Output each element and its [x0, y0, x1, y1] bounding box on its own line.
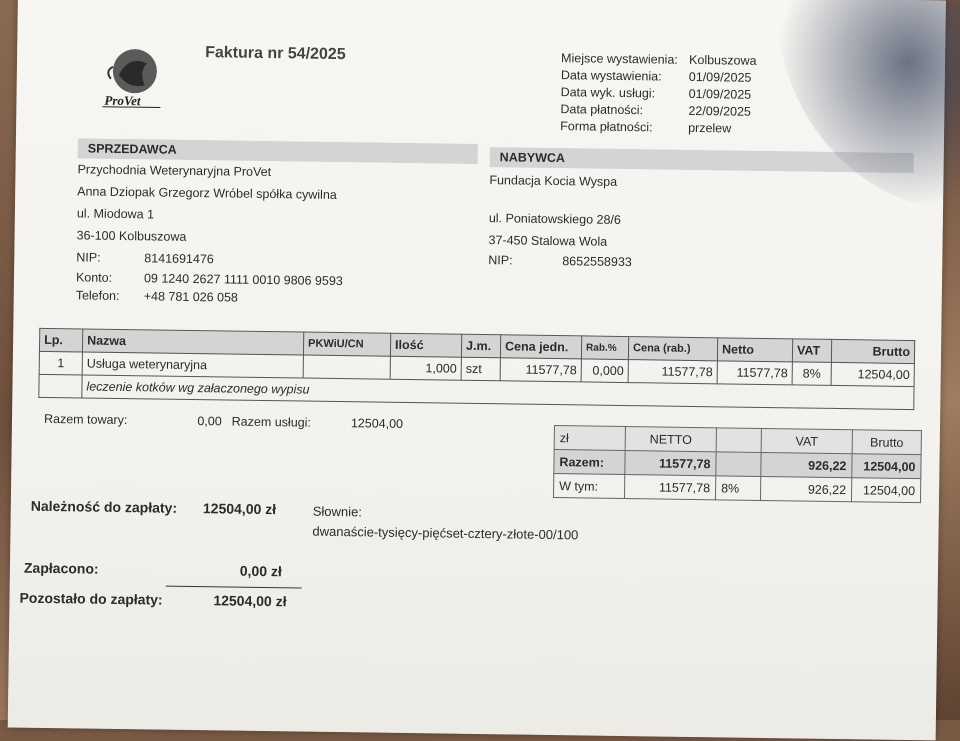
cell-qty: 1,000: [390, 356, 461, 380]
col-header: Cena (rab.): [628, 337, 717, 361]
goods-total-label: Razem towary:: [43, 411, 128, 428]
seller-phone-label: Telefon:: [75, 288, 120, 303]
col-header: VAT: [792, 339, 831, 363]
buyer-nip: 8652558933: [562, 254, 632, 270]
meta-label: Data wystawienia:: [560, 68, 662, 84]
invoice-title: Faktura nr 54/2025: [205, 44, 346, 64]
cell-description: leczenie kotków wg załaczonego wypisu: [82, 375, 914, 410]
meta-value: 01/09/2025: [688, 69, 752, 85]
buyer-address: [488, 169, 633, 273]
in-words-label: Słownie:: [312, 503, 363, 520]
buyer-nip-label: NIP:: [488, 253, 513, 268]
cell-unit: szt: [461, 357, 500, 381]
meta-value: przelew: [688, 120, 732, 136]
vat-breakdown-gross: 12504,00: [851, 478, 920, 503]
in-words-value: dwanaście-tysięcy-pięćset-cztery-złote-00/100: [312, 523, 579, 543]
paid-value: 0,00 zł: [239, 562, 282, 580]
meta-value: 22/09/2025: [688, 103, 752, 119]
vat-col-header: Brutto: [852, 430, 921, 455]
invoice-meta: [560, 50, 757, 138]
paid-amount: [24, 560, 282, 580]
cell-gross: 12504,00: [831, 362, 914, 386]
buyer-city: 37-450 Stalowa Wola: [488, 233, 608, 249]
logo-text: ProVet: [104, 92, 141, 109]
seller-owners: Anna Dziopak Grzegorz Wróbel spółka cywilna: [77, 184, 337, 202]
invoice-page: [8, 0, 946, 740]
vat-total-vat: 926,22: [761, 452, 852, 477]
vat-col-header: zł: [554, 426, 625, 451]
meta-label: Forma płatności:: [560, 119, 653, 135]
vat-col-header: [716, 428, 761, 453]
remaining-label: Pozostało do zapłaty:: [19, 589, 163, 608]
col-header: Rab.%: [581, 336, 628, 360]
seller-heading: SPRZEDAWCA: [78, 138, 478, 164]
seller-city: 36-100 Kolbuszowa: [76, 228, 187, 244]
services-total-value: 12504,00: [350, 416, 404, 431]
vat-breakdown-net: 11577,78: [624, 475, 715, 500]
cell-net: 11577,78: [717, 361, 792, 385]
items-table: [38, 328, 915, 410]
col-header: Lp.: [39, 328, 82, 352]
cell-discount: 0,000: [581, 359, 628, 383]
vat-total-net: 11577,78: [625, 451, 716, 476]
vat-summary-table: [553, 425, 922, 503]
vat-breakdown-row: [553, 474, 920, 503]
paid-label: Zapłacono:: [23, 559, 99, 577]
cell-price-after-discount: 11577,78: [628, 360, 717, 384]
vat-col-header: VAT: [761, 428, 852, 453]
col-header: PKWiU/CN: [303, 332, 390, 356]
goods-total-value: 0,00: [197, 414, 222, 429]
cell-lp: 1: [39, 351, 82, 375]
provet-logo: [98, 45, 169, 110]
col-header: Cena jedn.: [500, 335, 581, 359]
meta-value: 01/09/2025: [688, 86, 752, 102]
meta-label: Miejsce wystawienia:: [561, 51, 678, 67]
services-total-label: Razem usługi:: [231, 414, 312, 430]
seller-account-label: Konto:: [75, 270, 113, 285]
vat-breakdown-vat: 926,22: [760, 476, 851, 501]
amount-due: [31, 498, 277, 517]
cell-unit-price: 11577,78: [500, 358, 581, 382]
amount-due-value: 12504,00 zł: [202, 500, 277, 518]
meta-value: Kolbuszowa: [689, 52, 757, 68]
seller-account: 09 1240 2627 1111 0010 9806 9593: [143, 271, 343, 289]
meta-label: Data płatności:: [560, 102, 644, 118]
cell-name: Usługa weterynaryjna: [82, 352, 303, 378]
vat-total-label: Razem:: [554, 450, 625, 475]
seller-name: Przychodnia Weterynaryjna ProVet: [77, 162, 272, 180]
cell-vat: 8%: [792, 362, 831, 386]
buyer-name: Fundacja Kocia Wyspa: [489, 173, 618, 189]
amount-due-label: Należność do zapłaty:: [30, 497, 178, 516]
buyer-heading: NABYWCA: [490, 147, 914, 173]
col-header: J.m.: [461, 334, 500, 358]
divider: [166, 586, 302, 589]
cell-pkwiu: [303, 355, 390, 379]
col-header: Netto: [717, 338, 792, 362]
remaining-value: 12504,00 zł: [213, 592, 287, 610]
seller-nip-label: NIP:: [76, 250, 101, 265]
vat-total-gross: 12504,00: [852, 454, 921, 479]
col-header: Brutto: [831, 339, 914, 363]
remaining-amount: [19, 590, 286, 610]
col-header: Nazwa: [82, 329, 303, 355]
buyer-street: ul. Poniatowskiego 28/6: [488, 211, 621, 227]
col-header: Ilość: [390, 333, 461, 357]
seller-street: ul. Miodowa 1: [76, 206, 155, 222]
meta-label: Data wyk. usługi:: [560, 85, 656, 101]
amount-in-words: [312, 502, 578, 546]
vat-breakdown-label: W tym:: [553, 474, 624, 499]
seller-address: [76, 158, 345, 310]
goods-services-totals: [44, 412, 403, 431]
vat-col-header: NETTO: [625, 427, 716, 452]
seller-phone: +48 781 026 058: [143, 289, 239, 305]
vat-breakdown-rate: 8%: [715, 476, 760, 501]
seller-nip: 8141691476: [144, 251, 214, 267]
vat-total-rate: [716, 452, 761, 477]
hand-shadow: [773, 0, 960, 211]
